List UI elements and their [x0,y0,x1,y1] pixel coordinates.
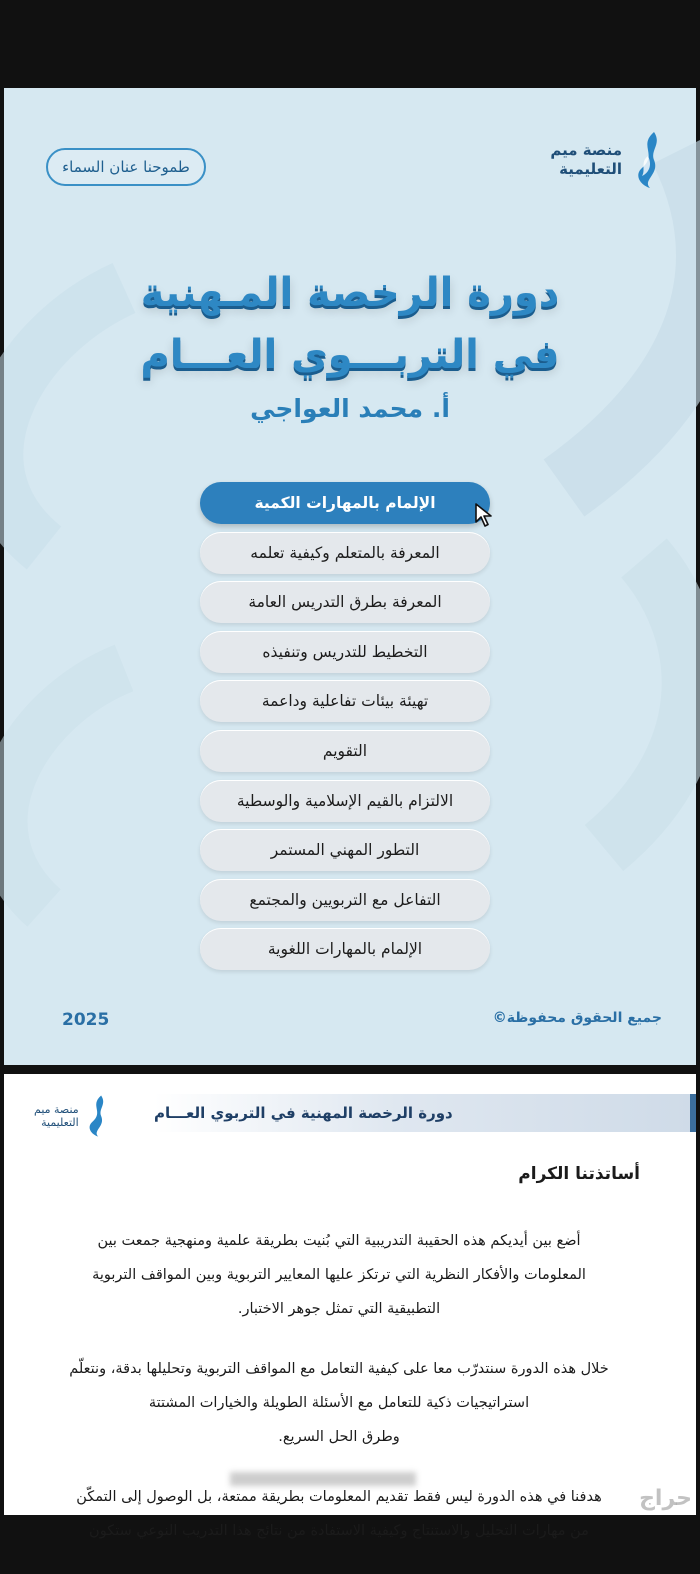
greeting-heading: أساتذتنا الكرام [518,1164,640,1184]
top-black-bar [0,0,700,88]
logo-line1: منصة ميم [550,141,622,159]
skill-item-active[interactable] [200,482,490,524]
logo-line2: التعليمية [41,1116,79,1129]
paragraph [34,1480,644,1548]
page2-logo [34,1094,107,1138]
paragraph-line: من مهارات التحليل والاستنتاج وكيفية الاستفادة من نتائج هذا التدريب النوعي ستكون [89,1523,589,1539]
skill-label: التقويم [322,741,368,760]
skill-label: الالتزام بالقيم الإسلامية والوسطية [236,791,454,810]
skill-label: التخطيط للتدريس وتنفيذه [262,642,428,661]
skill-label: الإلمام بالمهارات اللغوية [267,940,423,959]
skill-item[interactable] [200,581,490,623]
platform-logo [550,130,662,190]
skill-item[interactable] [200,780,490,822]
paragraph [34,1352,644,1454]
paragraph-line: وطرق الحل السريع. [278,1429,400,1445]
paragraph-line: المعلومات والأفكار النظرية التي ترتكز عليها المعايير التربوية وبين المواقف التربوية [92,1267,586,1283]
logo-line1: منصة ميم [34,1103,79,1116]
cover-title-line1: دورة الرخصة المـهنية [140,270,560,316]
skill-item[interactable] [200,730,490,772]
paragraph-line: التطبيقية التي تمثل جوهر الاختبار. [237,1301,441,1317]
paragraph-line: هدفنا في هذه الدورة ليس فقط تقديم المعلومات بطريقة ممتعة، بل الوصول إلى التمكّن [76,1489,602,1505]
author-name: أ. محمد العواجي [250,394,450,423]
skill-item[interactable] [200,879,490,921]
skill-label: التفاعل مع التربويين والمجتمع [249,890,441,909]
cover-page [4,88,696,1065]
skill-label: الإلمام بالمهارات الكمية [254,494,436,512]
skill-item[interactable] [200,680,490,722]
cover-title-line2: في التربـــوي العـــام [140,332,560,378]
skill-label: تهيئة بيئات تفاعلية وداعمة [261,692,429,711]
paragraph-line: استراتيجيات ذكية للتعامل مع الأسئلة الطويلة والخيارات المشتتة [148,1395,530,1411]
skills-list [200,482,490,978]
paragraph [34,1224,644,1326]
site-watermark: حراج [639,1486,692,1511]
skill-item[interactable] [200,829,490,871]
mouse-pointer-icon [472,502,498,528]
skill-label: المعرفة بطرق التدريس العامة [248,593,442,612]
flame-logo-icon [85,1094,107,1138]
intro-body [34,1224,644,1574]
page-header-banner: دورة الرخصة المهنية في التربوي العـــام [154,1094,696,1132]
paragraph-line: أضع بين أيديكم هذه الحقيبة التدريبية التي بُنيت بطريقة علمية ومنهجية جمعت بين [97,1233,581,1249]
copyright-notice: جميع الحقوق محفوظة© [492,1010,662,1026]
skill-item[interactable] [200,532,490,574]
skill-label: المعرفة بالمتعلم وكيفية تعلمه [250,543,440,562]
skill-label: التطور المهني المستمر [270,841,420,860]
year-label: 2025 [62,1010,110,1030]
redaction-blur [230,1472,416,1486]
skill-item[interactable] [200,928,490,970]
flame-logo-icon [632,130,662,190]
intro-page [4,1074,696,1539]
skill-item[interactable] [200,631,490,673]
logo-line2: التعليمية [559,160,622,178]
tagline-badge: طموحنا عنان السماء [46,148,206,186]
paragraph-line: خلال هذه الدورة سنتدرّب معا على كيفية التعامل مع المواقف التربوية وتحليلها بدقة، ونتعلّم [69,1361,609,1377]
